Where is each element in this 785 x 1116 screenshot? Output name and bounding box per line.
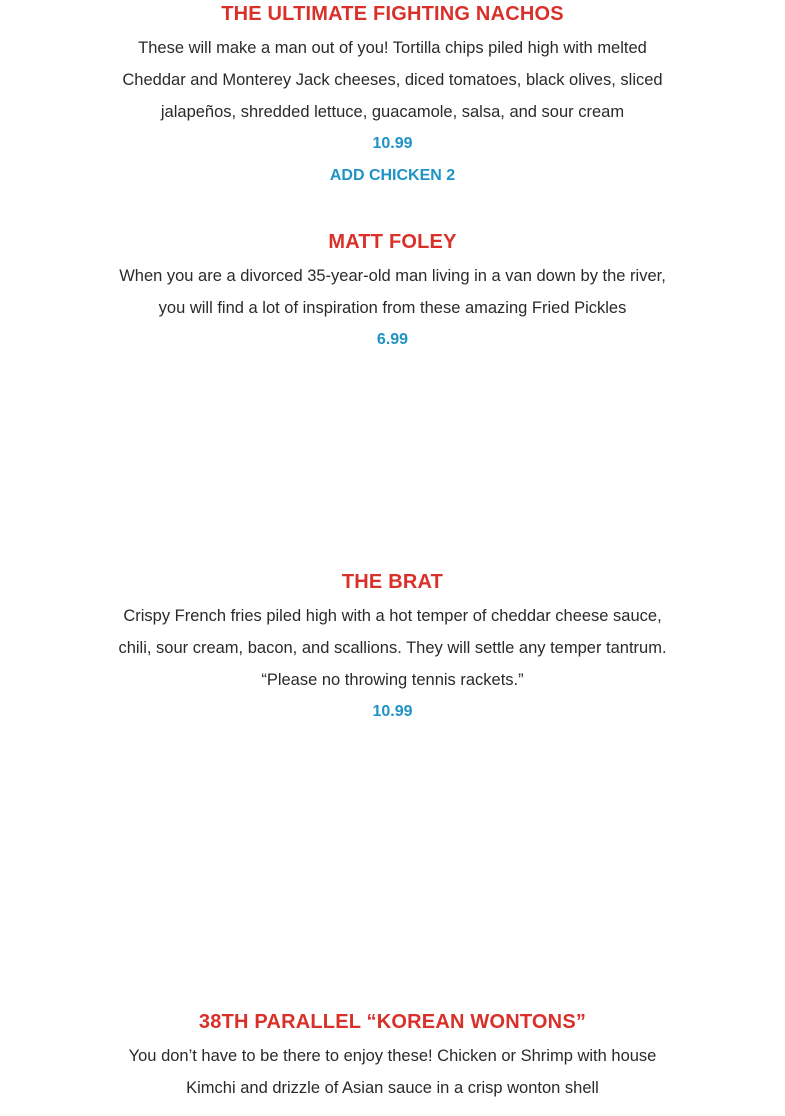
item-description [0,600,785,696]
menu-item-korean-wontons [0,1008,785,1104]
menu-item-nachos [0,0,785,192]
description-line: Crispy French fries piled high with a hot temper of cheddar cheese sauce, [123,607,662,625]
description-line: you will find a lot of inspiration from these amazing Fried Pickles [158,299,627,317]
item-price: 10.99 [372,135,413,152]
item-description [0,260,785,324]
description-line: These will make a man out of you! Tortilla chips piled high with melted [138,39,647,57]
item-description [0,32,785,128]
menu-item-matt-foley [0,228,785,356]
description-line: “Please no throwing tennis rackets.” [261,671,524,689]
description-line: When you are a divorced 35-year-old man living in a van down by the river, [119,267,666,285]
item-price: 10.99 [372,703,413,720]
item-title: THE ULTIMATE FIGHTING NACHOS [221,3,564,25]
item-description [0,1040,785,1104]
item-addon: ADD CHICKEN 2 [329,167,456,184]
description-line: chili, sour cream, bacon, and scallions. They will settle any temper tantrum. [118,639,667,657]
item-title: 38TH PARALLEL “KOREAN WONTONS” [198,1011,587,1033]
description-line: You don’t have to be there to enjoy these! Chicken or Shrimp with house [128,1047,657,1065]
item-price: 6.99 [376,331,409,348]
description-line: jalapeños, shredded lettuce, guacamole, salsa, and sour cream [160,103,625,121]
item-title: MATT FOLEY [328,231,457,253]
description-line: Cheddar and Monterey Jack cheeses, diced tomatoes, black olives, sliced [122,71,663,89]
description-line: Kimchi and drizzle of Asian sauce in a crisp wonton shell [186,1079,599,1097]
menu-item-the-brat [0,568,785,728]
item-title: THE BRAT [341,571,444,593]
